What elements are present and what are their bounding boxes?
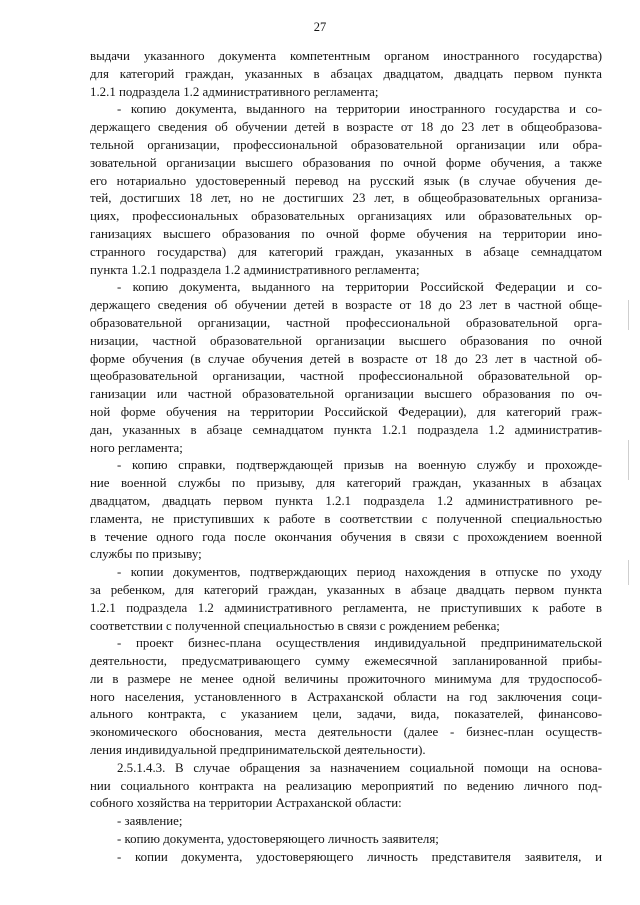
text-line: нии социального контракта на реализацию мероприятий по ведению личного под- <box>90 778 602 793</box>
text-line: - копию документа, выданного на территории иностранного государства и со- <box>117 102 602 117</box>
text-line: его нотариально удостоверенный перевод на русский язык (в случае обучения де- <box>90 173 602 188</box>
text-line: выдачи указанного документа компетентным органом иностранного государства) <box>90 49 602 63</box>
text-line: форме обучения (в случае обучения детей в возрасте от 18 до 23 лет в частной об- <box>90 351 602 366</box>
text-line: экономического обоснования, места деятельности (далее - бизнес-план осуществ- <box>90 725 602 740</box>
text-line: соответствии с полученной специальностью в связи с рождением ребенка; <box>90 618 500 633</box>
text-line: 1.2.1 подраздела 1.2 административного регламента; <box>90 84 379 99</box>
text-line: - копию справки, подтверждающей призыв на военную службу и прохожде- <box>117 458 602 473</box>
text-line: в течение одного года после окончания обучения в связи с прохождением военной <box>90 529 602 544</box>
text-line: ганизациях высшего образования по очной форме обучения на территории ино- <box>90 226 602 241</box>
text-line: - проект бизнес-плана осуществления индивидуальной предпринимательской <box>117 636 602 651</box>
text-line: за ребенком, для категорий граждан, указанных в абзаце двадцать первом пункта <box>90 582 602 597</box>
text-line: ления индивидуальной предпринимательской деятельности). <box>90 743 426 758</box>
text-line: собного хозяйства на территории Астраханской области: <box>90 796 402 811</box>
text-line: щеобразовательной организации, частной профессиональной образовательной ор- <box>90 369 602 384</box>
margin-scan-mark <box>628 440 629 480</box>
body-text <box>90 48 602 867</box>
text-line: держащего сведения об обучении детей в возрасте от 18 до 23 лет в частной обще- <box>90 298 602 313</box>
margin-scan-mark <box>628 300 629 330</box>
text-line: - копию документа, удостоверяющего личность заявителя; <box>117 832 439 847</box>
text-line: для категорий граждан, указанных в абзацах двадцатом, двадцать первом пункта <box>90 66 602 81</box>
text-line: 1.2.1 подраздела 1.2 административного регламента, не приступивших к работе в <box>90 600 602 615</box>
text-line: тей, достигших 18 лет, но не достигших 23 лет, в общеобразовательных организа- <box>90 191 602 206</box>
text-line: образовательной организации, частной профессиональной образовательной орга- <box>90 315 602 330</box>
text-line: гламента, не приступивших к работе в соответствии с полученной специальностью <box>90 511 602 526</box>
text-line: двадцатом, двадцать первом пункта 1.2.1 подраздела 1.2 административного ре- <box>90 493 602 508</box>
margin-scan-mark <box>628 560 629 585</box>
text-line: дан, указанных в абзаце семнадцатом пункта 1.2.1 подраздела 1.2 административ- <box>90 422 602 437</box>
text-line: ального контракта, с указанием цели, задачи, вида, показателей, финансово- <box>90 707 602 722</box>
text-line: 2.5.1.4.3. В случае обращения за назначением социальной помощи на основа- <box>117 760 602 775</box>
text-line: ной форме обучения на территории Российской Федерации), для категорий граж- <box>90 404 602 419</box>
text-line: ного регламента; <box>90 440 183 455</box>
page-number: 27 <box>313 20 327 34</box>
text-line: тельной организации, профессиональной образовательной организации или обра- <box>90 137 602 152</box>
text-line: - копию документа, выданного на территории Российской Федерации и со- <box>117 280 602 295</box>
text-line: - копии документа, удостоверяющего личность представителя заявителя, и <box>117 849 602 864</box>
text-line: держащего сведения об обучении детей в возрасте от 18 до 23 лет в общеобразова- <box>90 120 602 135</box>
text-line: ного населения, установленного в Астраханской области на год заключения соци- <box>90 689 602 704</box>
text-line: службы по призыву; <box>90 547 202 562</box>
text-line: ли в размере не менее одной величины прожиточного минимума для трудоспособ- <box>90 671 602 686</box>
text-line: циях, профессиональных образовательных организациях или образовательных ор- <box>90 209 602 224</box>
text-line: странного государства) для категорий граждан, указанных в абзаце семнадцатом <box>90 244 602 259</box>
text-line: низации, частной образовательной организации высшего образования по очной <box>90 333 602 348</box>
text-line: - копии документов, подтверждающих период нахождения в отпуске по уходу <box>117 565 602 580</box>
text-line: ганизации или частной образовательной организации высшего образования по оч- <box>90 387 602 402</box>
text-line: деятельности, предусматривающего сумму ежемесячной запланированной прибы- <box>90 654 602 669</box>
text-line: - заявление; <box>117 814 183 829</box>
text-line: зовательной организации высшего образования по очной форме обучения, а также <box>90 155 602 170</box>
text-line: пункта 1.2.1 подраздела 1.2 административного регламента; <box>90 262 420 277</box>
text-line: ние военной службы по призыву, для категорий граждан, указанных в абзацах <box>90 476 602 491</box>
